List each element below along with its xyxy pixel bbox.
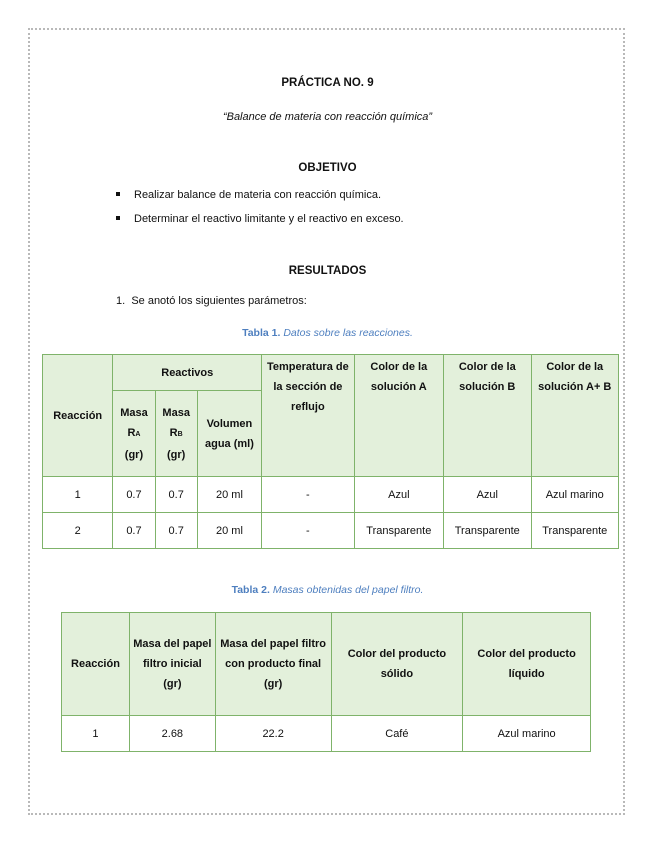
header-masa-inicial: Masa del papel filtro inicial (gr) [129, 613, 215, 716]
table2-caption-text: Masas obtenidas del papel filtro. [272, 584, 424, 596]
header-masa-ra: Masa RA (gr) [113, 391, 155, 477]
header-masa-final: Masa del papel filtro con producto final (gr) [215, 613, 331, 716]
header-reaccion: Reacción [43, 355, 113, 477]
header-color-b: Color de la solución B [444, 355, 531, 477]
resultados-item [116, 295, 307, 307]
header-color-a: Color de la solución A [354, 355, 443, 477]
header-color-ab: Color de la solución A+ B [531, 355, 619, 477]
table-row: 1 2.68 22.2 Café Azul marino [62, 716, 591, 752]
objetivo-heading: OBJETIVO [298, 162, 357, 174]
header-masa-rb: Masa RB (gr) [155, 391, 197, 477]
page-title: PRÁCTICA NO. 9 [281, 77, 374, 89]
objetivo-list [116, 188, 404, 236]
header-reaccion: Reacción [62, 613, 130, 716]
item-text: Se anotó los siguientes parámetros: [131, 295, 307, 307]
table-row: 1 0.7 0.7 20 ml - Azul Azul Azul marino [43, 477, 619, 513]
item-number: 1. [116, 295, 126, 307]
reactions-table [42, 354, 619, 549]
resultados-heading: RESULTADOS [288, 265, 367, 277]
table1-caption [0, 327, 655, 339]
header-color-liquido: Color del producto líquido [463, 613, 591, 716]
table-row: 2 0.7 0.7 20 ml - Transparente Transparente Transparente [43, 513, 619, 549]
table1-caption-label: Tabla 1. [242, 327, 281, 339]
table1-caption-text: Datos sobre las reacciones. [283, 327, 413, 339]
filter-paper-table [61, 612, 591, 752]
table2-caption-label: Tabla 2. [231, 584, 270, 596]
page-subtitle: “Balance de materia con reacción química” [222, 111, 433, 123]
bullet-icon [116, 216, 120, 220]
header-color-solido: Color del producto sólido [331, 613, 463, 716]
header-temperatura: Temperatura de la sección de reflujo [262, 355, 354, 477]
list-item: Determinar el reactivo limitante y el reactivo en exceso. [116, 212, 404, 236]
header-reactivos: Reactivos [113, 355, 262, 391]
header-volumen: Volumen agua (ml) [197, 391, 261, 477]
table2-caption [0, 584, 655, 596]
bullet-icon [116, 192, 120, 196]
list-item: Realizar balance de materia con reacción química. [116, 188, 404, 212]
